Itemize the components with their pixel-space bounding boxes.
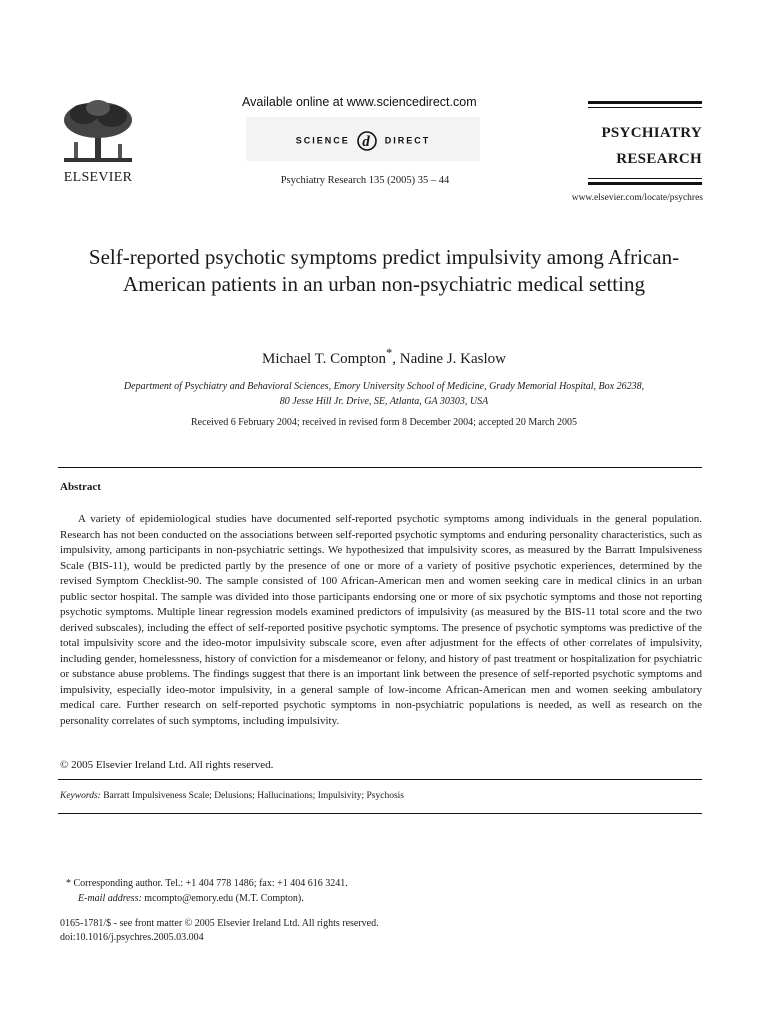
abstract-body: A variety of epidemiological studies have documented self-reported psychotic symptoms among individuals in the general population. Research has not been conducted on the associations between self-reported psychotic symptoms and enduring personality characteristics, such as impulsivity, among participants in non-psychiatric settings. We hypothesized that impulsivity scores, as measured by the Barratt Impulsiveness Scale (BIS-11), would be predicted partly by the presence of one or more of a variety of positive psychotic experiences, determined by the revised Symptom Checklist-90. The sample consisted of 100 African-American men and women seeking care in medical clinics in an urban public sector hospital. The sample was divided into those participants endorsing one or more of six psychotic symptoms and those not reporting psychotic symptoms. Multiple linear regression models examined predictors of impulsivity (as measured by the BIS-11 total score and the two derived subscales), including the effect of self-reported positive psychotic symptoms. The presence of psychotic symptoms was predictive of the total impulsivity score and the ideo-motor impulsivity subscale score, even after adjustment for the effects of other correlates of impulsivity, including gender, homelessness, history of conviction for a misdemeanor or felony, and history of past treatment or hospitalization for psychiatric or substance abuse problems. The findings suggest that there is an important link between the presence of self-reported psychotic symptoms and impulsivity, especially ideo-motor impulsivity, in a general sample of low-income African-American men and women seeking ambulatory medical care. Further research on self-reported psychotic symptoms in non-psychiatric populations is needed, as well as research on the personality correlates of such symptoms, including impulsivity. bbox=[60, 513, 702, 727]
svg-text:d: d bbox=[362, 134, 372, 150]
journal-citation: Psychiatry Research 135 (2005) 35 – 44 bbox=[280, 175, 450, 186]
journal-url[interactable]: www.elsevier.com/locate/psychres bbox=[571, 193, 703, 203]
affiliation-line1: Department of Psychiatry and Behavioral Sciences, Emory University School of Medicine, Grady Memorial Hospital, Box 26238, bbox=[123, 381, 645, 392]
sciencedirect-right-text: DIRECT bbox=[384, 135, 431, 146]
abstract-copyright: © 2005 Elsevier Ireland Ltd. All rights reserved. bbox=[60, 759, 274, 771]
keywords-rule-top bbox=[58, 779, 702, 780]
keywords-rule-bottom bbox=[58, 813, 702, 814]
journal-rule-bottom bbox=[588, 182, 702, 185]
sciencedirect-left-text: SCIENCE bbox=[295, 135, 350, 146]
keywords bbox=[60, 791, 404, 801]
sciencedirect-logo bbox=[246, 117, 480, 161]
elsevier-tree-icon bbox=[56, 98, 140, 170]
journal-rule-top bbox=[588, 101, 702, 104]
journal-title-line1: PSYCHIATRY bbox=[601, 125, 702, 141]
affiliation-line2: 80 Jesse Hill Jr. Drive, SE, Atlanta, GA 30303, USA bbox=[279, 396, 489, 407]
article-title: Self-reported psychotic symptoms predict impulsivity among African-American patients in an urban non-psychiatric medical setting bbox=[88, 245, 680, 296]
elsevier-logo bbox=[56, 98, 140, 188]
author-2: , Nadine J. Kaslow bbox=[392, 351, 506, 367]
journal-rule-bottom-thin bbox=[588, 178, 702, 179]
abstract-rule-top bbox=[58, 467, 702, 468]
keywords-label: Keywords: bbox=[60, 791, 101, 801]
received-dates: Received 6 February 2004; received in revised form 8 December 2004; accepted 20 March 2005 bbox=[191, 417, 577, 428]
email-value[interactable]: mcompto@emory.edu (M.T. Compton). bbox=[141, 893, 304, 904]
email-note bbox=[78, 893, 304, 904]
available-online-text: Available online at www.sciencedirect.com bbox=[242, 95, 477, 109]
email-label: E-mail address: bbox=[78, 893, 142, 904]
doi[interactable]: doi:10.1016/j.psychres.2005.03.004 bbox=[60, 932, 204, 943]
front-matter-note: 0165-1781/$ - see front matter © 2005 Elsevier Ireland Ltd. All rights reserved. bbox=[60, 918, 379, 929]
affiliation bbox=[60, 379, 708, 409]
corresponding-marker: * bbox=[386, 346, 393, 360]
abstract-heading: Abstract bbox=[60, 481, 101, 493]
journal-rule-top-thin bbox=[588, 107, 702, 108]
journal-title-line2: RESEARCH bbox=[616, 151, 702, 167]
journal-title bbox=[590, 120, 702, 172]
keywords-text: Barratt Impulsiveness Scale; Delusions; Hallucinations; Impulsivity; Psychosis bbox=[103, 791, 404, 801]
author-1: Michael T. Compton bbox=[262, 351, 387, 367]
sciencedirect-d-icon bbox=[356, 130, 378, 152]
publisher-name: ELSEVIER bbox=[63, 170, 133, 185]
corresponding-author-note: * Corresponding author. Tel.: +1 404 778 1486; fax: +1 404 616 3241. bbox=[66, 878, 348, 889]
authors bbox=[60, 346, 708, 368]
